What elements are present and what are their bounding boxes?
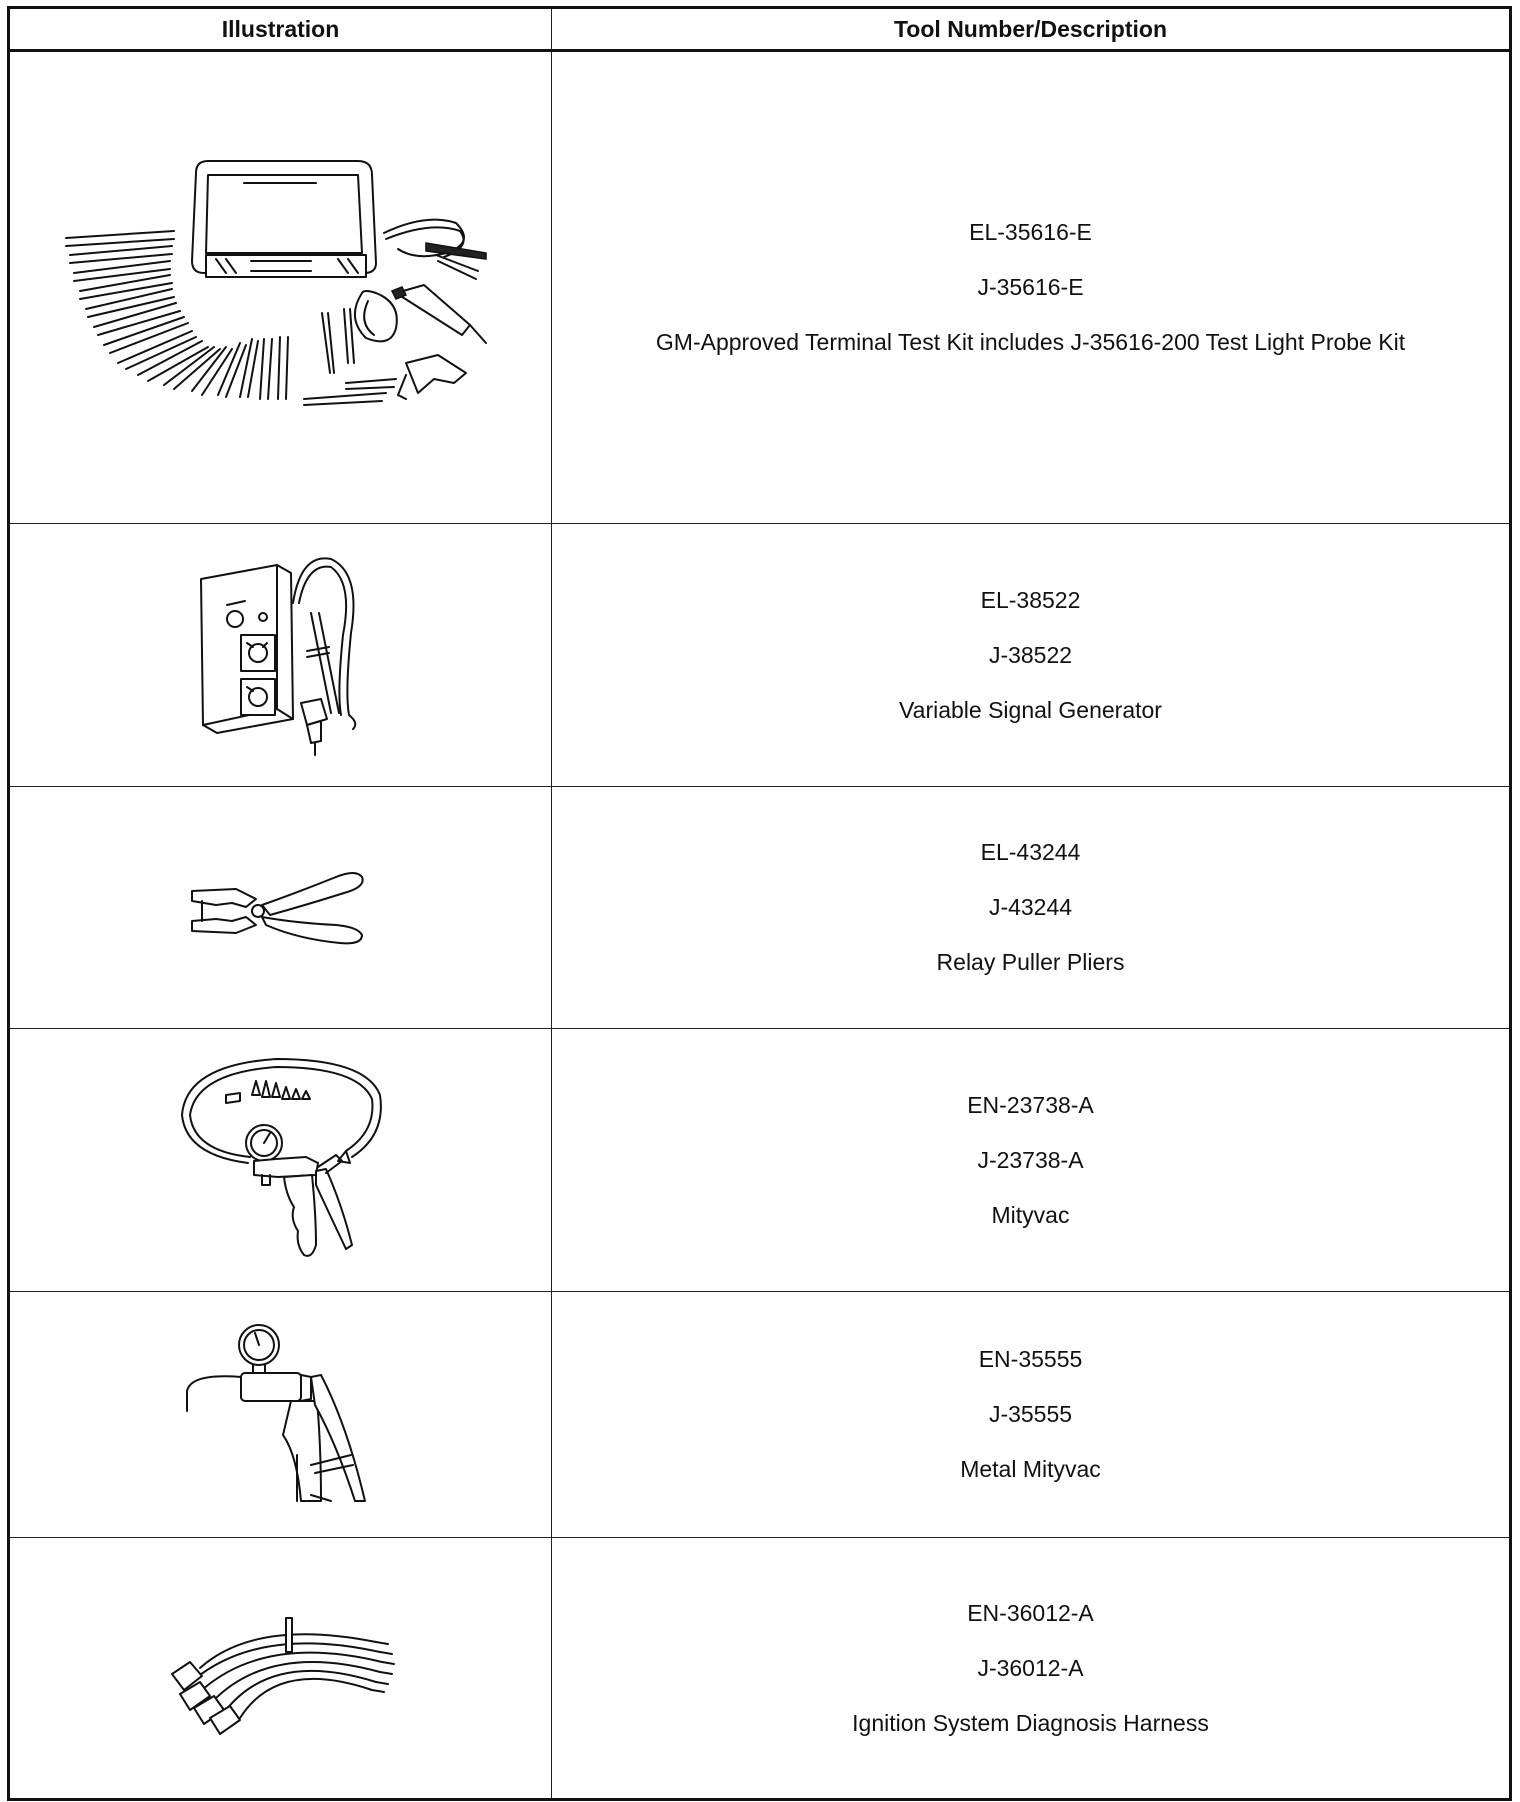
- tool-description-cell: [552, 51, 1511, 524]
- terminal-test-kit-icon: [46, 143, 516, 433]
- el-tool-number: EL-43244: [980, 839, 1081, 865]
- j-tool-number: J-38522: [988, 641, 1073, 668]
- tool-description-cell: [552, 1029, 1511, 1292]
- header-tool-description: Tool Number/Description: [552, 8, 1511, 51]
- tool-description: GM-Approved Terminal Test Kit includes J-35616-200 Test Light Probe Kit: [655, 329, 1406, 355]
- tool-description-cell: [552, 787, 1511, 1029]
- ignition-harness-icon: [166, 1598, 396, 1738]
- header-illustration: Illustration: [9, 8, 552, 51]
- metal-mityvac-icon: [171, 1315, 391, 1515]
- illustration-cell: [9, 524, 552, 787]
- table-row: [9, 1538, 1511, 1800]
- j-tool-number: J-35616-E: [977, 274, 1084, 300]
- tool-description-cell: [552, 1538, 1511, 1800]
- illustration-cell: [9, 1292, 552, 1538]
- tool-description: Relay Puller Pliers: [936, 949, 1125, 975]
- relay-puller-pliers-icon: [186, 863, 376, 953]
- special-tools-table: [7, 6, 1512, 1801]
- header-row: [9, 8, 1511, 51]
- table-row: [9, 1292, 1511, 1538]
- tool-description-cell: [552, 524, 1511, 787]
- table-row: [9, 524, 1511, 787]
- en-tool-number: EN-23738-A: [967, 1091, 1094, 1118]
- j-tool-number: J-23738-A: [977, 1146, 1084, 1173]
- j-tool-number: J-43244: [988, 894, 1073, 920]
- mityvac-icon: [166, 1045, 396, 1275]
- en-tool-number: EN-36012-A: [967, 1599, 1094, 1626]
- j-tool-number: J-35555: [988, 1401, 1073, 1427]
- tool-description: Metal Mityvac: [960, 1456, 1101, 1482]
- table-row: [9, 787, 1511, 1029]
- illustration-cell: [9, 51, 552, 524]
- tool-description-cell: [552, 1292, 1511, 1538]
- el-tool-number: EL-35616-E: [969, 219, 1092, 245]
- j-tool-number: J-36012-A: [977, 1654, 1084, 1681]
- illustration-cell: [9, 1538, 552, 1800]
- signal-generator-icon: [181, 543, 381, 768]
- tool-description: Variable Signal Generator: [899, 696, 1162, 723]
- illustration-cell: [9, 1029, 552, 1292]
- tool-description: Ignition System Diagnosis Harness: [852, 1709, 1209, 1736]
- table-row: [9, 1029, 1511, 1292]
- en-tool-number: EN-35555: [978, 1346, 1083, 1372]
- illustration-cell: [9, 787, 552, 1029]
- table-row: [9, 51, 1511, 524]
- el-tool-number: EL-38522: [980, 586, 1081, 613]
- tool-description: Mityvac: [991, 1201, 1070, 1228]
